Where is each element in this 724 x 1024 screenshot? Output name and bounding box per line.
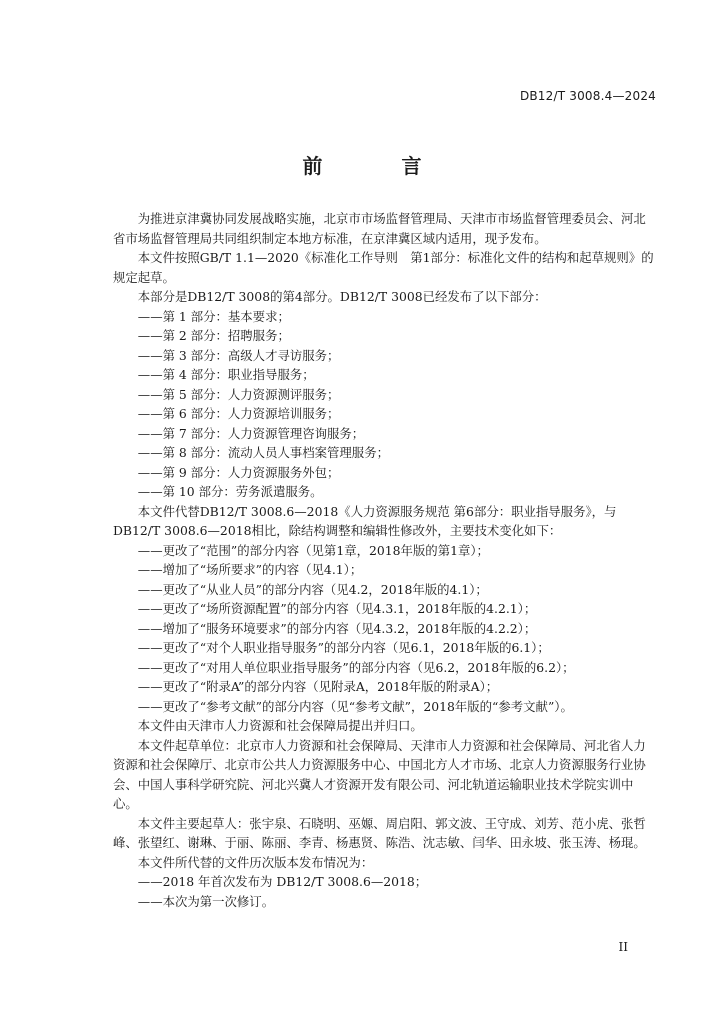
change-list-item: ——更改了“范围”的部分内容（见第1章，2018年版的第1章）； [137,542,489,558]
part-list-item: ——第 6 部分：人力资源培训服务； [137,406,340,421]
intro-paragraph-2: 本文件按照GB/T 1.1—2020《标准化工作导则 第1部分：标准化文件的结构和起草规则》的规定起草。 [113,250,654,285]
document-body [113,209,657,911]
intro-paragraph-1: 为推进京津冀协同发展战略实施，北京市市场监督管理局、天津市市场监督管理委员会、河北省市场监督管理局共同组织制定本地方标准，在京津冀区域内适用，现予发布。 [113,211,646,246]
document-code: DB12/T 3008.4—2024 [519,89,656,103]
part-list-item: ——第 5 部分：人力资源测评服务； [137,386,340,402]
change-list-item: ——更改了“附录A”的部分内容（见附录A，2018年版的附录A）； [137,679,499,694]
history-list-item: ——2018 年首次发布为 DB12/T 3008.6—2018； [137,874,428,889]
part-list-item: ——第 10 部分：劳务派遣服务。 [137,484,323,499]
drafting-units-paragraph: 本文件起草单位：北京市人力资源和社会保障局、天津市人力资源和社会保障局、河北省人力资源和社会保障厅、北京市公共人力资源服务中心、中国北方人才市场、北京人力资源服务行业协会、中国人事科学研究院、河北兴冀人才资源开发有限公司、河北轨道运输职业技术学院实训中心。 [113,737,646,811]
proposer-paragraph: 本文件由天津市人力资源和社会保障局提出并归口。 [137,718,423,733]
part-list-item: ——第 8 部分：流动人员人事档案管理服务； [137,445,389,460]
change-list-item: ——增加了“场所要求”的内容（见4.1）； [137,562,363,577]
part-list-item: ——第 9 部分：人力资源服务外包； [137,464,340,480]
page-number: II [618,940,628,954]
page-title: 前 言 [302,154,458,178]
change-list-item: ——增加了“服务环境要求”的部分内容（见4.3.2，2018年版的4.2.2）； [137,620,537,636]
drafters-paragraph: 本文件主要起草人：张宇泉、石晓明、巫嫄、周启阳、郭文波、王守成、刘芳、范小虎、张哲峰、张望红、谢琳、于丽、陈丽、李青、杨惠贤、陈浩、沈志敏、闫华、田永坡、张玉涛、杨琨。 [113,815,646,850]
intro-paragraph-3: 本部分是DB12/T 3008的第4部分。DB12/T 3008已经发布了以下部分： [137,289,547,304]
history-intro-paragraph: 本文件所代替的文件历次版本发布情况为： [137,854,374,870]
change-list-item: ——更改了“对用人单位职业指导服务”的部分内容（见6.2，2018年版的6.2）； [137,659,575,675]
history-list-item: ——本次为第一次修订。 [137,893,275,909]
change-list-item: ——更改了“对个人职业指导服务”的部分内容（见6.1，2018年版的6.1）； [137,640,550,655]
part-list-item: ——第 2 部分：招聘服务； [137,328,290,343]
replacement-paragraph: 本文件代替DB12/T 3008.6—2018《人力资源服务规范 第6部分：职业指导服务》，与DB12/T 3008.6—2018相比，除结构调整和编辑性修改外，主要技术变化如下： [113,503,617,538]
change-list-item: ——更改了“场所资源配置”的部分内容（见4.3.1，2018年版的4.2.1）； [137,601,537,616]
change-list-item: ——更改了“参考文献”的部分内容（见“参考文献”，2018年版的“参考文献”）。 [137,698,573,714]
part-list-item: ——第 3 部分：高级人才寻访服务； [137,347,340,363]
part-list-item: ——第 1 部分：基本要求； [137,308,290,324]
change-list-item: ——更改了“从业人员”的部分内容（见4.2，2018年版的4.1）； [137,581,488,597]
part-list-item: ——第 7 部分：人力资源管理咨询服务； [137,425,365,441]
part-list-item: ——第 4 部分：职业指导服务； [137,367,315,382]
